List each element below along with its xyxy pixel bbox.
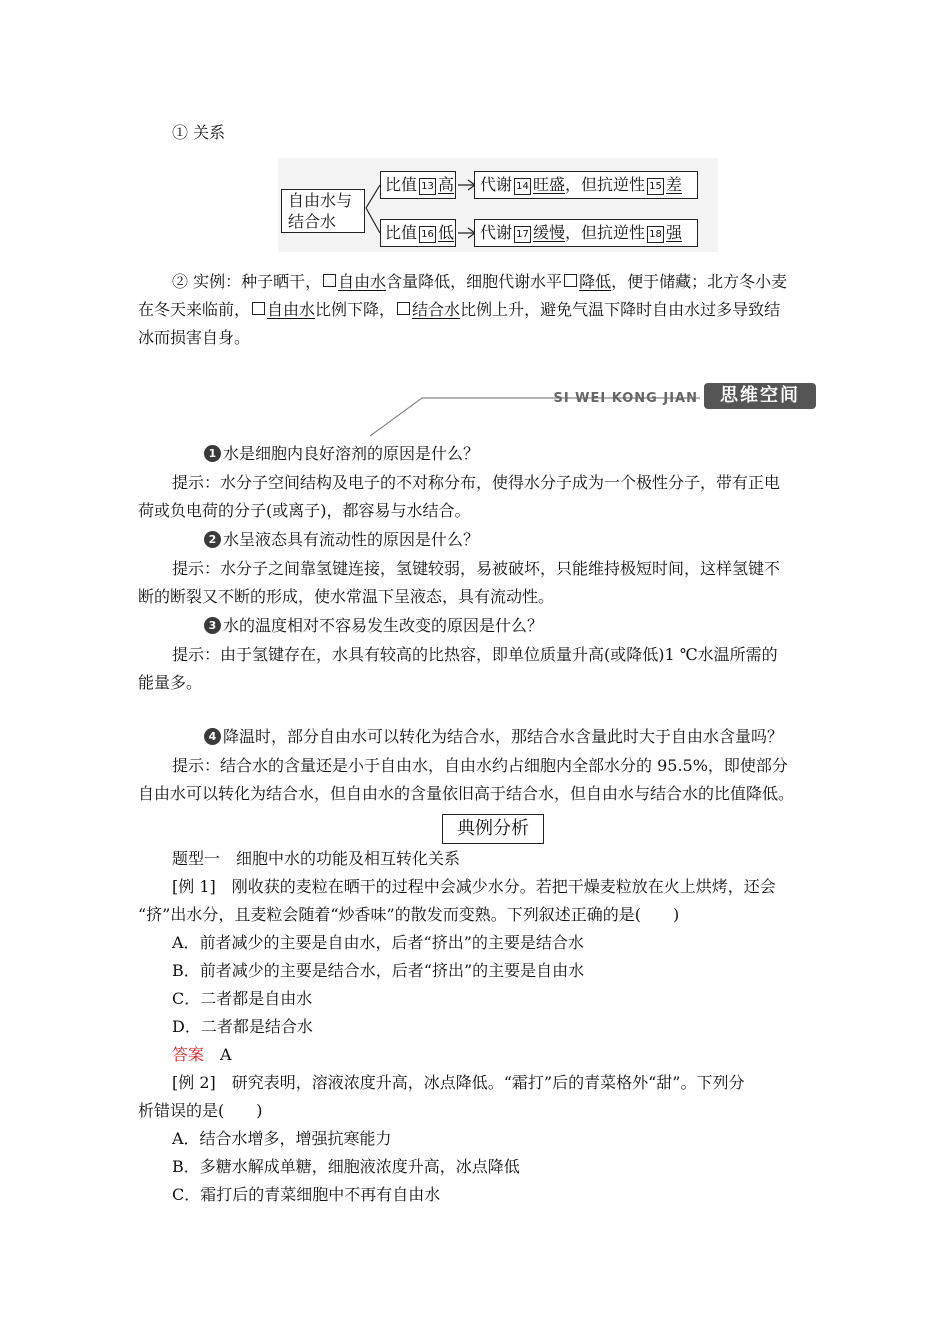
num-16: 16 xyxy=(419,226,436,243)
ex1-stem-line-2: “挤”出水分，且麦粒会随着“炒香味”的散发而变熟。下列叙述正确的是( ) xyxy=(138,905,680,924)
ratio-high-value: 高 xyxy=(438,175,455,194)
question-4 xyxy=(204,723,818,751)
banner-title: 思维空间 xyxy=(704,383,816,409)
example-bound-water: 结合水 xyxy=(412,300,461,319)
example-decrease: 降低 xyxy=(579,272,612,291)
metab-high-v2: 差 xyxy=(666,175,683,194)
ratio-low-box xyxy=(380,219,456,247)
ratio-high-box xyxy=(380,171,456,199)
ratio-low-prefix: 比值 xyxy=(385,223,418,242)
answer-4-line-1: 提示：结合水的含量还是小于自由水，自由水约占细胞内全部水分的 95.5%，即使部分 xyxy=(172,756,788,775)
example-line-2 xyxy=(138,296,818,324)
question-4-text: 降温时，部分自由水可以转化为结合水，那结合水含量此时大于自由水含量吗？ xyxy=(223,727,784,746)
topic-heading: 题型一 细胞中水的功能及相互转化关系 xyxy=(172,849,461,868)
number-badge-icon: 4 xyxy=(204,728,221,745)
example-free-water: 自由水 xyxy=(338,272,387,291)
ex2-option-c: C．霜打后的青菜细胞中不再有自由水 xyxy=(172,1185,441,1204)
ex1-answer xyxy=(172,1041,818,1069)
example-text-g: 比例下降， xyxy=(315,300,396,319)
blank-box xyxy=(252,302,265,315)
number-badge-icon: 2 xyxy=(204,531,221,548)
metab-low-p1: 代谢 xyxy=(480,223,513,242)
ratio-high-prefix: 比值 xyxy=(385,175,418,194)
answer-value: A xyxy=(220,1045,232,1064)
answer-2-line-1: 提示：水分子之间靠氢键连接，氢键较弱，易被破坏，只能维持极短时间，这样氢键不 xyxy=(172,559,781,578)
metab-low-p2: ，但抗逆性 xyxy=(565,223,646,242)
blank-box xyxy=(323,274,336,287)
ex1-option-c: C．二者都是自由水 xyxy=(172,989,313,1008)
blank-box xyxy=(564,274,577,287)
analysis-title: 典例分析 xyxy=(442,814,544,844)
metabolism-low-box xyxy=(474,219,698,247)
example-line-1 xyxy=(172,268,818,296)
relation-heading: ① 关系 xyxy=(172,123,226,142)
metab-high-v1: 旺盛 xyxy=(533,175,566,194)
metab-high-p2: ，但抗逆性 xyxy=(565,175,646,194)
example-text-i: 比例上升，避免气温下降时自由水过多导致结 xyxy=(460,300,781,319)
num-17: 17 xyxy=(514,226,531,243)
ex2-stem-line-2: 析错误的是( ) xyxy=(138,1101,263,1120)
ex1-option-a: A．前者减少的主要是自由水，后者“挤出”的主要是结合水 xyxy=(172,933,584,952)
metabolism-high-box xyxy=(474,171,698,199)
answer-3-line-2: 能量多。 xyxy=(138,673,203,692)
metab-high-p1: 代谢 xyxy=(480,175,513,194)
ex2-stem-line-1: [例 2] 研究表明，溶液浓度升高，冰点降低。“霜打”后的青菜格外“甜”。下列分 xyxy=(172,1073,745,1092)
question-2 xyxy=(204,526,818,554)
ex2-option-b: B．多糖水解成单糖，细胞液浓度升高，冰点降低 xyxy=(172,1157,520,1176)
left-box-line2: 结合水 xyxy=(288,212,337,231)
answer-4-line-2: 自由水可以转化为结合水，但自由水的含量依旧高于结合水，但自由水与结合水的比值降低。 xyxy=(138,784,795,803)
banner-pinyin: SI WEI KONG JIAN xyxy=(553,391,698,406)
num-14: 14 xyxy=(514,178,531,195)
ex1-option-d: D．二者都是结合水 xyxy=(172,1017,313,1036)
relation-diagram xyxy=(278,158,718,252)
question-1-text: 水是细胞内良好溶剂的原因是什么？ xyxy=(223,444,480,463)
number-badge-icon: 3 xyxy=(204,617,221,634)
number-badge-icon: 1 xyxy=(204,445,221,462)
example-text-e: ，便于储藏；北方冬小麦 xyxy=(611,272,788,291)
example-text-a: ② 实例：种子晒干， xyxy=(172,272,322,291)
metab-low-v1: 缓慢 xyxy=(533,223,566,242)
answer-label: 答案 xyxy=(172,1045,205,1064)
ratio-low-value: 低 xyxy=(438,223,455,242)
num-18: 18 xyxy=(647,226,664,243)
question-3-text: 水的温度相对不容易发生改变的原因是什么？ xyxy=(223,616,544,635)
left-box xyxy=(281,189,365,233)
left-box-line1: 自由水与 xyxy=(288,191,353,210)
example-text-c: 含量降低，细胞代谢水平 xyxy=(386,272,563,291)
answer-3-line-1: 提示：由于氢键存在，水具有较高的比热容，即单位质量升高(或降低)1 ℃水温所需的 xyxy=(172,645,778,664)
ex1-option-b: B．前者减少的主要是结合水，后者“挤出”的主要是自由水 xyxy=(172,961,585,980)
answer-1-line-1: 提示：水分子空间结构及电子的不对称分布，使得水分子成为一个极性分子，带有正电 xyxy=(172,473,781,492)
answer-1-line-2: 荷或负电荷的分子(或离子)，都容易与水结合。 xyxy=(138,501,471,520)
blank-box xyxy=(397,302,410,315)
ex1-stem-line-1: [例 1] 刚收获的麦粒在晒干的过程中会减少水分。若把干燥麦粒放在火上烘烤，还会 xyxy=(172,877,776,896)
answer-2-line-2: 断的断裂又不断的形成，使水常温下呈液态，具有流动性。 xyxy=(138,587,555,606)
question-1 xyxy=(204,440,818,468)
example-text-line2a: 在冬天来临前， xyxy=(138,300,251,319)
metab-low-v2: 强 xyxy=(666,223,683,242)
num-13: 13 xyxy=(419,178,436,195)
question-2-text: 水呈液态具有流动性的原因是什么？ xyxy=(223,530,480,549)
num-15: 15 xyxy=(647,178,664,195)
question-3 xyxy=(204,612,818,640)
ex2-option-a: A．结合水增多，增强抗寒能力 xyxy=(172,1129,392,1148)
example-line-3: 冰而损害自身。 xyxy=(138,328,251,347)
example-free-water-2: 自由水 xyxy=(267,300,316,319)
